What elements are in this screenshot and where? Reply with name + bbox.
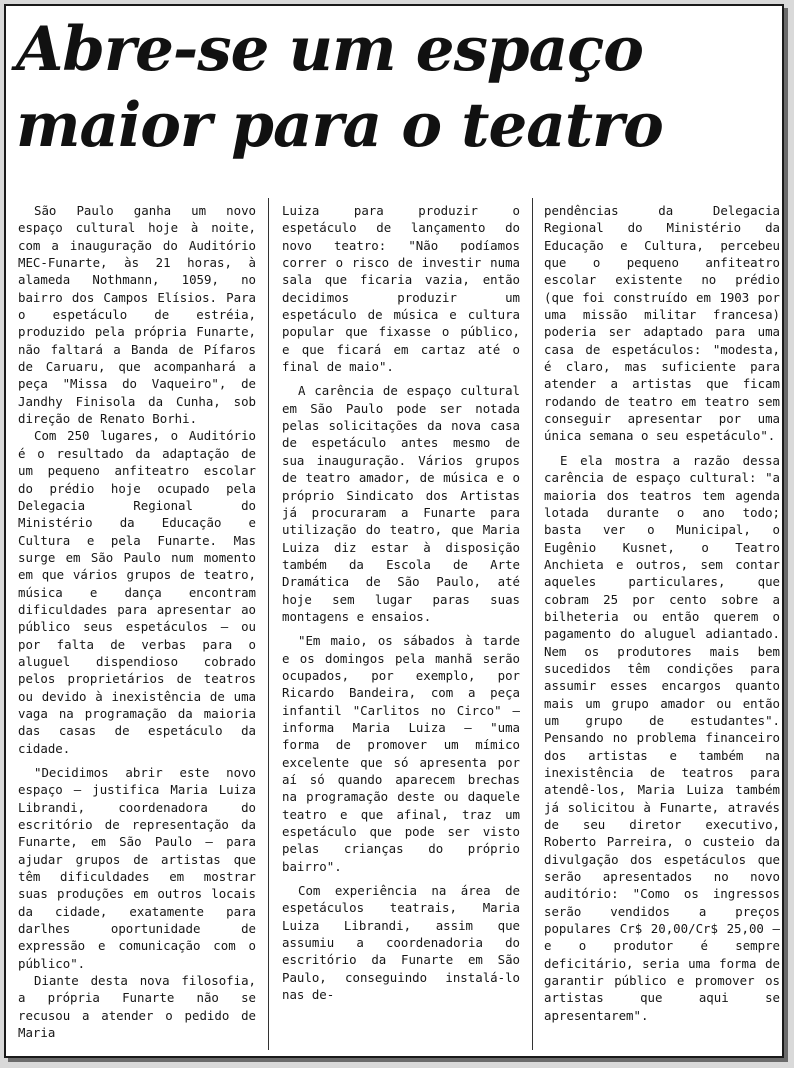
headline: Abre-se um espaço maior para o teatro bbox=[16, 14, 663, 161]
paragraph: pendências da Delegacia Regional do Ministério da Educação e Cultura, percebeu que o pequeno anfiteatro escolar existente no prédio (que foi construído em 1903 por uma missão militar francesa) poderia ser adaptado para uma casa de espetáculos: "modesta, é claro, mas suficiente para atender a artistas que ficam rodando de teatro em teatro sem conseguir apresentar por uma única semana o seu espetáculo". bbox=[544, 203, 780, 444]
paragraph: Luiza para produzir o espetáculo de lançamento do novo teatro: "Não podíamos correr o risco de investir numa sala que ficaria vazia, então decidimos produzir um espetáculo de música e cultura popular que fixasse o público, e que ficará em cartaz até o final de maio". bbox=[282, 203, 520, 375]
article-column-1 bbox=[18, 202, 256, 1042]
paragraph: E ela mostra a razão dessa carência de espaço cultural: "a maioria dos teatros tem agenda lotada durante o ano todo; basta ver o Municipal, o Eugênio Kusnet, o Teatro Anchieta e outros, sem contar aqueles particulares, que cobram 25 por cento sobre a bilheteria ou então querem o pagamento do aluguel adiantado. Nem os produtores mais bem sucedidos têm condições para assumir esses encargos quanto mais um grupo amador ou então um grupo de estudantes". Pensando no problema financeiro dos artistas e também na inexistência de teatros para atendê-los, Maria Luiza também já solicitou à Funarte, através de seu diretor executivo, Roberto Parreira, o custeio da divulgação dos espetáculos que serão apresentados no novo auditório: "Como os ingressos serão vendidos a preços populares Cr$ 20,00/Cr$ 25,00 — e o produtor é sempre deficitário, seria uma forma de garantir público e promover os artistas que aqui se apresentarem". bbox=[544, 452, 780, 1023]
paragraph: Com 250 lugares, o Auditório é o resultado da adaptação de um pequeno anfiteatro escolar do prédio hoje ocupado pela Delegacia Regional do Ministério da Educação e Cultura e pela Funarte. Mas surge em São Paulo num momento em que vários grupos de teatro, música e dança encontram dificuldades para apresentar ao público seus espetáculos — ou por falta de verbas para o aluguel dispendioso cobrado pelos proprietários de teatros ou devido à inexistência de uma vaga na programação da maioria das casas de espetáculo da cidade. bbox=[18, 428, 256, 756]
article-column-3 bbox=[544, 202, 780, 1024]
column-rule bbox=[532, 198, 533, 1050]
column-rule bbox=[268, 198, 269, 1050]
paragraph: São Paulo ganha um novo espaço cultural hoje à noite, com a inauguração do Auditório MEC-Funarte, às 21 horas, à alameda Nothmann, 1059, no bairro dos Campos Elísios. Para o espetáculo de estréia, produzido pela própria Funarte, não faltará a Banda de Pífaros de Caruaru, que acompanhará a peça "Missa do Vaqueiro", de Jandhy Finisola da Cunha, sob direção de Renato Borhi. bbox=[18, 203, 256, 427]
paragraph: A carência de espaço cultural em São Paulo pode ser notada pelas solicitações da nova casa de espetáculo antes mesmo de sua inauguração. Vários grupos de teatro amador, de música e o próprio Sindicato dos Artistas já procuraram a Funarte para utilização do teatro, que Maria Luiza diz estar à disposição também da Escola de Arte Dramática de São Paulo, até hoje sem lugar paras suas montagens e ensaios. bbox=[282, 383, 520, 624]
paragraph: "Decidimos abrir este novo espaço — justifica Maria Luiza Librandi, coordenadora do escritório de representação da Funarte, em São Paulo — para ajudar grupos de artistas que têm dificuldades em mostrar suas produções em outros locais da cidade, exatamente para darlhes oportunidade de expressão e comunicação com o público". bbox=[18, 765, 256, 971]
newspaper-clipping bbox=[4, 4, 784, 1058]
paragraph: Com experiência na área de espetáculos teatrais, Maria Luiza Librandi, assim que assumiu a coordenadoria do escritório da Funarte em São Paulo, conseguindo instalá-lo nas de- bbox=[282, 883, 520, 1003]
paragraph: Diante desta nova filosofia, a própria Funarte não se recusou a atender o pedido de Maria bbox=[18, 973, 256, 1041]
article-column-2 bbox=[282, 202, 520, 1003]
paragraph: "Em maio, os sábados à tarde e os domingos pela manhã serão ocupados, por exemplo, por Ricardo Bandeira, com a peça infantil "Carlitos no Circo" — informa Maria Luiza — "uma forma de promover um mímico excelente que só apresenta por aí só quando aparecem brechas na programação deste ou daquele teatro e que afinal, traz um espetáculo que pode ser visto pelas crianças do próprio bairro". bbox=[282, 633, 520, 874]
